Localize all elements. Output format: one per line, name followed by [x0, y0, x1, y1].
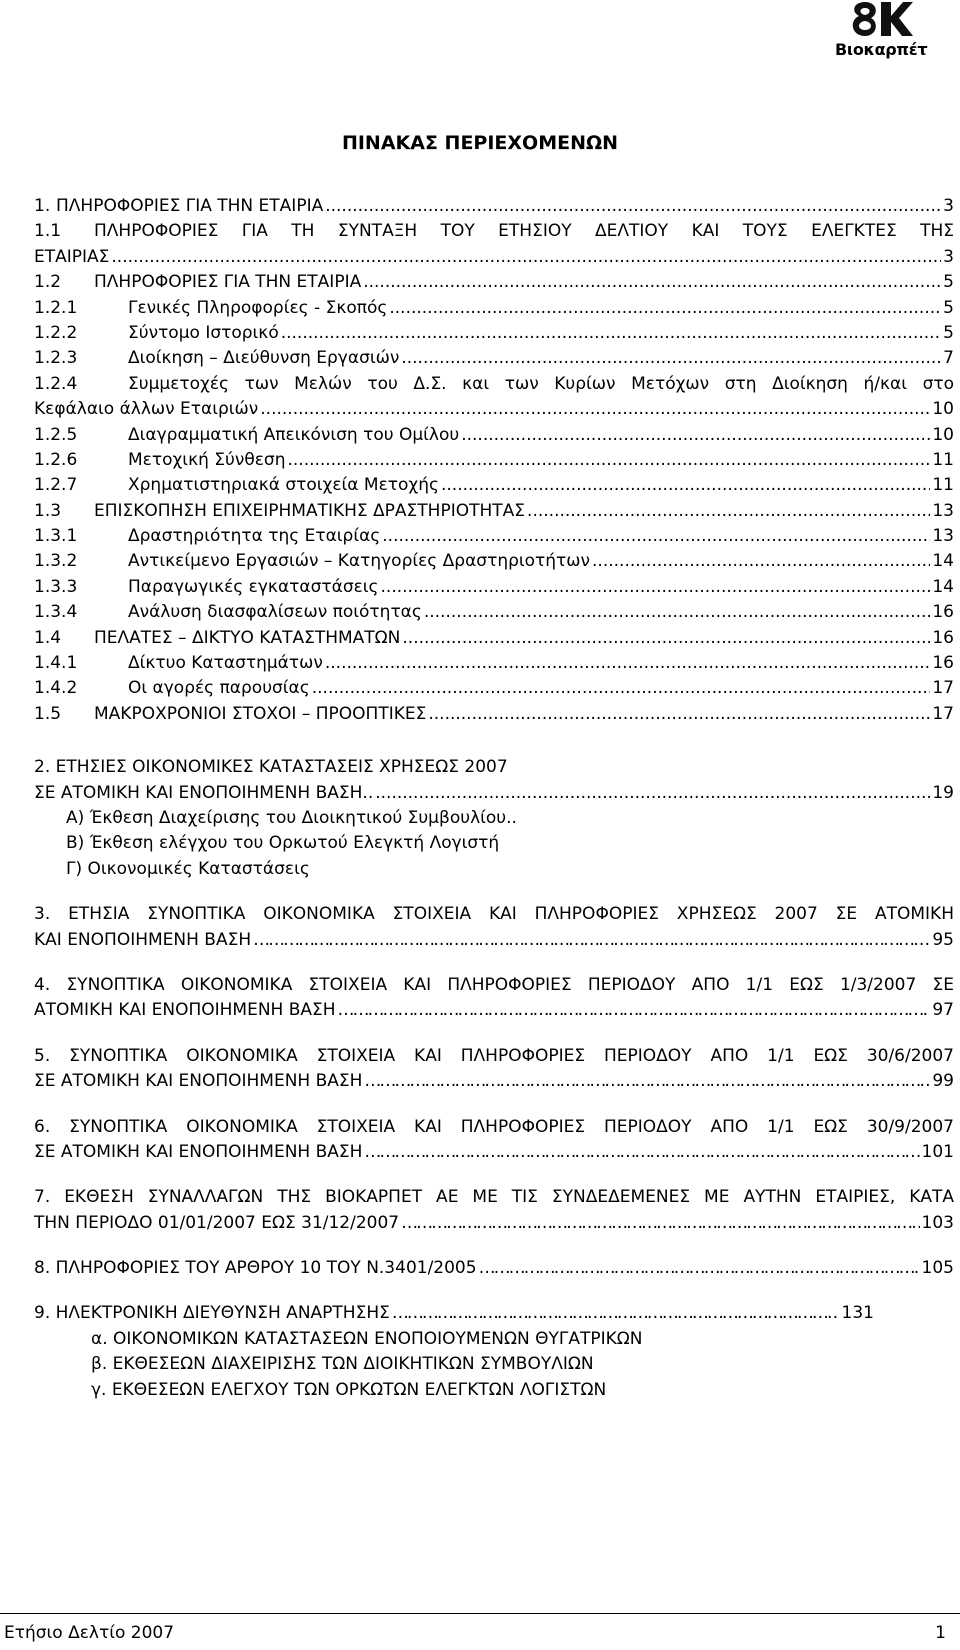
toc-page-number: 13 [932, 500, 954, 521]
toc-entry-title: Ανάλυση διασφαλίσεων ποιότητας [128, 602, 422, 623]
toc-leader-dots [392, 1301, 840, 1326]
toc-page-number: 3 [943, 246, 954, 267]
footer-document-title: Ετήσιο Δελτίο 2007 [4, 1623, 175, 1643]
section-7-heading: 7. ΕΚΘΕΣΗ ΣΥΝΑΛΛΑΓΩΝ ΤΗΣ ΒΙΟΚΑΡΠΕΤ ΑΕ ΜΕ ΤΙΣ ΣΥΝΔΕΔΕΜΕΝΕΣ ΜΕ ΑΥΤΗΝ ΕΤΑΙΡΙΕΣ, ΚΑΤΑ [34, 1187, 954, 1208]
toc-entry-title: ΣΕ ΑΤΟΜΙΚΗ ΚΑΙ ΕΝΟΠΟΙΗΜΕΝΗ ΒΑΣΗ [34, 1071, 363, 1092]
toc-leader-dots [428, 702, 930, 727]
toc-entry [34, 676, 954, 701]
page-title: ΠΙΝΑΚΑΣ ΠΕΡΙΕΧΟΜΕΝΩΝ [341, 132, 619, 154]
toc-entry [34, 781, 954, 806]
toc-entry-number: 1.2.1 [34, 297, 78, 318]
section-2-subitem: Β) Έκθεση ελέγχου του Ορκωτού Ελεγκτή Λογιστή [66, 833, 500, 854]
toc-entry [34, 296, 954, 321]
toc-entry-title: Κεφάλαιο άλλων Εταιριών [34, 399, 259, 420]
toc-page-number: 17 [932, 678, 954, 699]
toc-page-number: 99 [932, 1071, 954, 1092]
toc-entry-title: Γενικές Πληροφορίες - Σκοπός [128, 297, 388, 318]
toc-entry-number: 1.3.2 [34, 551, 78, 572]
toc-entry [34, 194, 954, 219]
toc-leader-dots [402, 626, 930, 651]
toc-leader-dots [111, 245, 941, 270]
toc-page-number: 103 [921, 1212, 954, 1233]
toc-page-number: 19 [932, 782, 954, 803]
toc-entry-title: ΚΑΙ ΕΝΟΠΟΙΗΜΕΝΗ ΒΑΣΗ [34, 929, 252, 950]
toc-leader-dots [338, 998, 931, 1023]
toc-entry [34, 473, 954, 498]
section-9-subitem: α. ΟΙΚΟΝΟΜΙΚΩΝ ΚΑΤΑΣΤΑΣΕΩΝ ΕΝΟΠΟΙΟΥΜΕΝΩΝ ΘΥΓΑΤΡΙΚΩΝ [91, 1328, 643, 1349]
section-spacer [34, 1024, 954, 1044]
toc-entry-number: 1.3.3 [34, 576, 78, 597]
toc-entry-number: 1.2.7 [34, 475, 78, 496]
toc-entry [34, 423, 954, 448]
toc-entry-title: ΕΤΑΙΡΙΑΣ [34, 246, 110, 267]
toc-entry-title: 9. ΗΛΕΚΤΡΟΝΙΚΗ ΔΙΕΥΘΥΝΣΗ ΑΝΑΡΤΗΣΗΣ [34, 1303, 390, 1324]
toc-entry-number: 1.4.1 [34, 653, 78, 674]
toc-entry-title: ΠΛΗΡΟΦΟΡΙΕΣ ΓΙΑ ΤΗΝ ΕΤΑΙΡΙΑ [94, 272, 362, 293]
footer-page-number: 1 [935, 1623, 946, 1643]
toc-entry-title: Μετοχική Σύνθεση [128, 449, 286, 470]
toc-entry [34, 372, 954, 397]
section-spacer [34, 1095, 954, 1115]
toc-entry-number: 1.2.3 [34, 348, 78, 369]
section-5-heading: 5. ΣΥΝΟΠΤΙΚΑ ΟΙΚΟΝΟΜΙΚΑ ΣΤΟΙΧΕΙΑ ΚΑΙ ΠΛΗΡΟΦΟΡΙΕΣ ΠΕΡΙΟΔΟΥ ΑΠΟ 1/1 ΕΩΣ 30/6/2007 [34, 1045, 954, 1066]
toc-entry-title: Χρηματιστηριακά στοιχεία Μετοχής [128, 475, 439, 496]
toc-entry [34, 499, 954, 524]
toc-page-number: 14 [932, 551, 954, 572]
toc-page-number: 7 [943, 348, 954, 369]
footer-divider [0, 1613, 960, 1614]
toc-entry-number: 1.5 [34, 703, 62, 724]
section-spacer [34, 1236, 954, 1256]
toc-entry-number: 1.3 [34, 500, 62, 521]
toc-entry-number: 1.2 [34, 272, 62, 293]
toc-entry-title: ΣΕ ΑΤΟΜΙΚΗ ΚΑΙ ΕΝΟΠΟΙΗΜΕΝΗ ΒΑΣΗ.. [34, 782, 374, 803]
toc-entry [34, 397, 954, 422]
toc-entry [34, 245, 954, 270]
toc-entry-title: Συμμετοχές των Μελών του Δ.Σ. και των Κυρίων Μετόχων στη Διοίκηση ή/και στο [128, 373, 954, 394]
toc-leader-dots [401, 346, 941, 371]
section-spacer [34, 1281, 954, 1301]
toc-entry-number: 1. [34, 196, 51, 216]
toc-leader-dots [364, 1140, 919, 1165]
toc-page-number: 10 [932, 399, 954, 420]
toc-leader-dots [281, 321, 941, 346]
toc-entry [34, 1211, 954, 1236]
toc-entry [34, 1256, 954, 1281]
toc-page-number: 131 [841, 1303, 874, 1324]
toc-leader-dots [364, 1069, 930, 1094]
section-3-heading: 3. ΕΤΗΣΙΑ ΣΥΝΟΠΤΙΚΑ ΟΙΚΟΝΟΜΙΚΑ ΣΤΟΙΧΕΙΑ ΚΑΙ ΠΛΗΡΟΦΟΡΙΕΣ ΧΡΗΣΕΩΣ 2007 ΣΕ ΑΤΟΜΙΚΗ [34, 904, 954, 925]
toc-page-number: 3 [943, 196, 954, 216]
toc-entry-title: ΠΛΗΡΟΦΟΡΙΕΣ ΓΙΑ ΤΗΝ ΕΤΑΙΡΙΑ [56, 196, 324, 216]
section-2-subitem: Α) Έκθεση Διαχείρισης του Διοικητικού Συμβουλίου.. [66, 807, 517, 828]
toc-page-number: 16 [932, 653, 954, 674]
toc-leader-dots [312, 676, 931, 701]
toc-entry-title: ΠΛΗΡΟΦΟΡΙΕΣ ΓΙΑ ΤΗ ΣΥΝΤΑΞΗ ΤΟΥ ΕΤΗΣΙΟΥ ΔΕΛΤΙΟΥ ΚΑΙ ΤΟΥΣ ΕΛΕΓΚΤΕΣ ΤΗΣ [94, 221, 954, 242]
toc-page-number: 5 [943, 322, 954, 343]
toc-entry-title: ΤΗΝ ΠΕΡΙΟΔΟ 01/01/2007 ΕΩΣ 31/12/2007 [34, 1212, 400, 1233]
toc-entry-title: ΜΑΚΡΟΧΡΟΝΙΟΙ ΣΤΟΧΟΙ – ΠΡΟΟΠΤΙΚΕΣ [94, 703, 427, 724]
toc-entry [34, 549, 954, 574]
toc-entry [34, 219, 954, 244]
toc-entry [34, 702, 954, 727]
toc-leader-dots [381, 575, 931, 600]
toc-page-number: 16 [932, 627, 954, 648]
table-of-contents [34, 194, 954, 1403]
toc-leader-dots [325, 651, 931, 676]
toc-entry-title: Σύντομο Ιστορικό [128, 322, 279, 343]
toc-entry [34, 321, 954, 346]
section-4-heading: 4. ΣΥΝΟΠΤΙΚΑ ΟΙΚΟΝΟΜΙΚΑ ΣΤΟΙΧΕΙΑ ΚΑΙ ΠΛΗΡΟΦΟΡΙΕΣ ΠΕΡΙΟΔΟΥ ΑΠΟ 1/1 ΕΩΣ 1/3/2007 ΣΕ [34, 974, 954, 995]
toc-entry-number: 1.4 [34, 627, 62, 648]
section-spacer [34, 953, 954, 973]
toc-entry [34, 270, 954, 295]
toc-entry-title: Δραστηριότητα της Εταιρίας [128, 526, 381, 547]
toc-entry-number: 1.4.2 [34, 678, 78, 699]
toc-entry [34, 448, 954, 473]
toc-entry-title: 8. ΠΛΗΡΟΦΟΡΙΕΣ ΤΟΥ ΑΡΘΡΟΥ 10 ΤΟΥ Ν.3401/2005 [34, 1258, 477, 1279]
section-2-subitem: Γ) Οικονομικές Καταστάσεις [66, 858, 310, 879]
toc-leader-dots [461, 423, 930, 448]
toc-entry [34, 626, 954, 651]
toc-page-number: 16 [932, 602, 954, 623]
toc-entry [34, 1140, 954, 1165]
toc-entry-title: Οι αγορές παρουσίας [128, 678, 310, 699]
toc-entry-title: ΕΠΙΣΚΟΠΗΣΗ ΕΠΙΧΕΙΡΗΜΑΤΙΚΗΣ ΔΡΑΣΤΗΡΙΟΤΗΤΑΣ [94, 500, 526, 521]
toc-entry-number: 1.1 [34, 221, 62, 242]
toc-page-number: 11 [932, 475, 954, 496]
toc-entry [34, 928, 954, 953]
company-logo [825, 0, 960, 62]
toc-page-number: 13 [932, 526, 954, 547]
toc-entry-title: Παραγωγικές εγκαταστάσεις [128, 576, 379, 597]
toc-page-number: 5 [943, 272, 954, 293]
toc-leader-dots [375, 781, 930, 806]
logo-brand-text: Βιοκαρπέτ [835, 40, 928, 59]
toc-leader-dots [260, 397, 930, 422]
toc-leader-dots [401, 1211, 919, 1236]
logo-mark-icon [847, 0, 917, 40]
toc-entry-number: 1.2.6 [34, 449, 78, 470]
section-spacer [34, 727, 954, 755]
toc-entry-number: 1.3.4 [34, 602, 78, 623]
toc-page-number: 5 [943, 297, 954, 318]
toc-entry-title: Αντικείμενο Εργασιών – Κατηγορίες Δραστηριοτήτων [128, 551, 591, 572]
toc-entry [34, 651, 954, 676]
toc-leader-dots [592, 549, 930, 574]
toc-entry [34, 575, 954, 600]
toc-leader-dots [363, 270, 941, 295]
toc-entry [34, 524, 954, 549]
toc-entry-title: ΣΕ ΑΤΟΜΙΚΗ ΚΑΙ ΕΝΟΠΟΙΗΜΕΝΗ ΒΑΣΗ [34, 1141, 363, 1162]
toc-page-number: 10 [932, 424, 954, 445]
toc-leader-dots [527, 499, 930, 524]
section-2-heading: 2. ΕΤΗΣΙΕΣ ΟΙΚΟΝΟΜΙΚΕΣ ΚΑΤΑΣΤΑΣΕΙΣ ΧΡΗΣΕΩΣ 2007 [34, 757, 508, 778]
toc-entry [34, 1069, 954, 1094]
section-spacer [34, 1165, 954, 1185]
toc-entry-number: 1.2.2 [34, 322, 78, 343]
toc-leader-dots [441, 473, 930, 498]
section-6-heading: 6. ΣΥΝΟΠΤΙΚΑ ΟΙΚΟΝΟΜΙΚΑ ΣΤΟΙΧΕΙΑ ΚΑΙ ΠΛΗΡΟΦΟΡΙΕΣ ΠΕΡΙΟΔΟΥ ΑΠΟ 1/1 ΕΩΣ 30/9/2007 [34, 1116, 954, 1137]
toc-page-number: 95 [932, 929, 954, 950]
toc-entry-title: ΠΕΛΑΤΕΣ – ΔΙΚΤΥΟ ΚΑΤΑΣΤΗΜΑΤΩΝ [94, 627, 401, 648]
toc-page-number: 11 [932, 449, 954, 470]
toc-entry-title: Διαγραμματική Απεικόνιση του Ομίλου [128, 424, 460, 445]
toc-entry [34, 346, 954, 371]
toc-page-number: 105 [921, 1258, 954, 1279]
toc-page-number: 17 [932, 703, 954, 724]
toc-entry [34, 998, 954, 1023]
section-9-subitem: β. ΕΚΘΕΣΕΩΝ ΔΙΑΧΕΙΡΙΣΗΣ ΤΩΝ ΔΙΟΙΚΗΤΙΚΩΝ ΣΥΜΒΟΥΛΙΩΝ [91, 1354, 594, 1375]
toc-entry-number: 1.2.4 [34, 373, 78, 394]
toc-entry-title: Δίκτυο Καταστημάτων [128, 653, 323, 674]
toc-page-number: 14 [932, 576, 954, 597]
toc-leader-dots [325, 194, 941, 219]
toc-entry [34, 1301, 874, 1326]
toc-leader-dots [389, 296, 941, 321]
toc-leader-dots [382, 524, 930, 549]
toc-leader-dots [253, 928, 930, 953]
section-spacer [34, 882, 954, 902]
toc-entry [34, 600, 954, 625]
toc-leader-dots [479, 1256, 920, 1281]
toc-page-number: 101 [921, 1141, 954, 1162]
toc-entry-title: Διοίκηση – Διεύθυνση Εργασιών [128, 348, 400, 369]
toc-entry-number: 1.3.1 [34, 526, 78, 547]
toc-entry-title: ΑΤΟΜΙΚΗ ΚΑΙ ΕΝΟΠΟΙΗΜΕΝΗ ΒΑΣΗ [34, 1000, 336, 1021]
toc-leader-dots [424, 600, 930, 625]
toc-page-number: 97 [932, 1000, 954, 1021]
toc-entry-number: 1.2.5 [34, 424, 78, 445]
section-9-subitem: γ. ΕΚΘΕΣΕΩΝ ΕΛΕΓΧΟΥ ΤΩΝ ΟΡΚΩΤΩΝ ΕΛΕΓΚΤΩΝ ΛΟΓΙΣΤΩΝ [91, 1379, 607, 1400]
toc-leader-dots [287, 448, 930, 473]
